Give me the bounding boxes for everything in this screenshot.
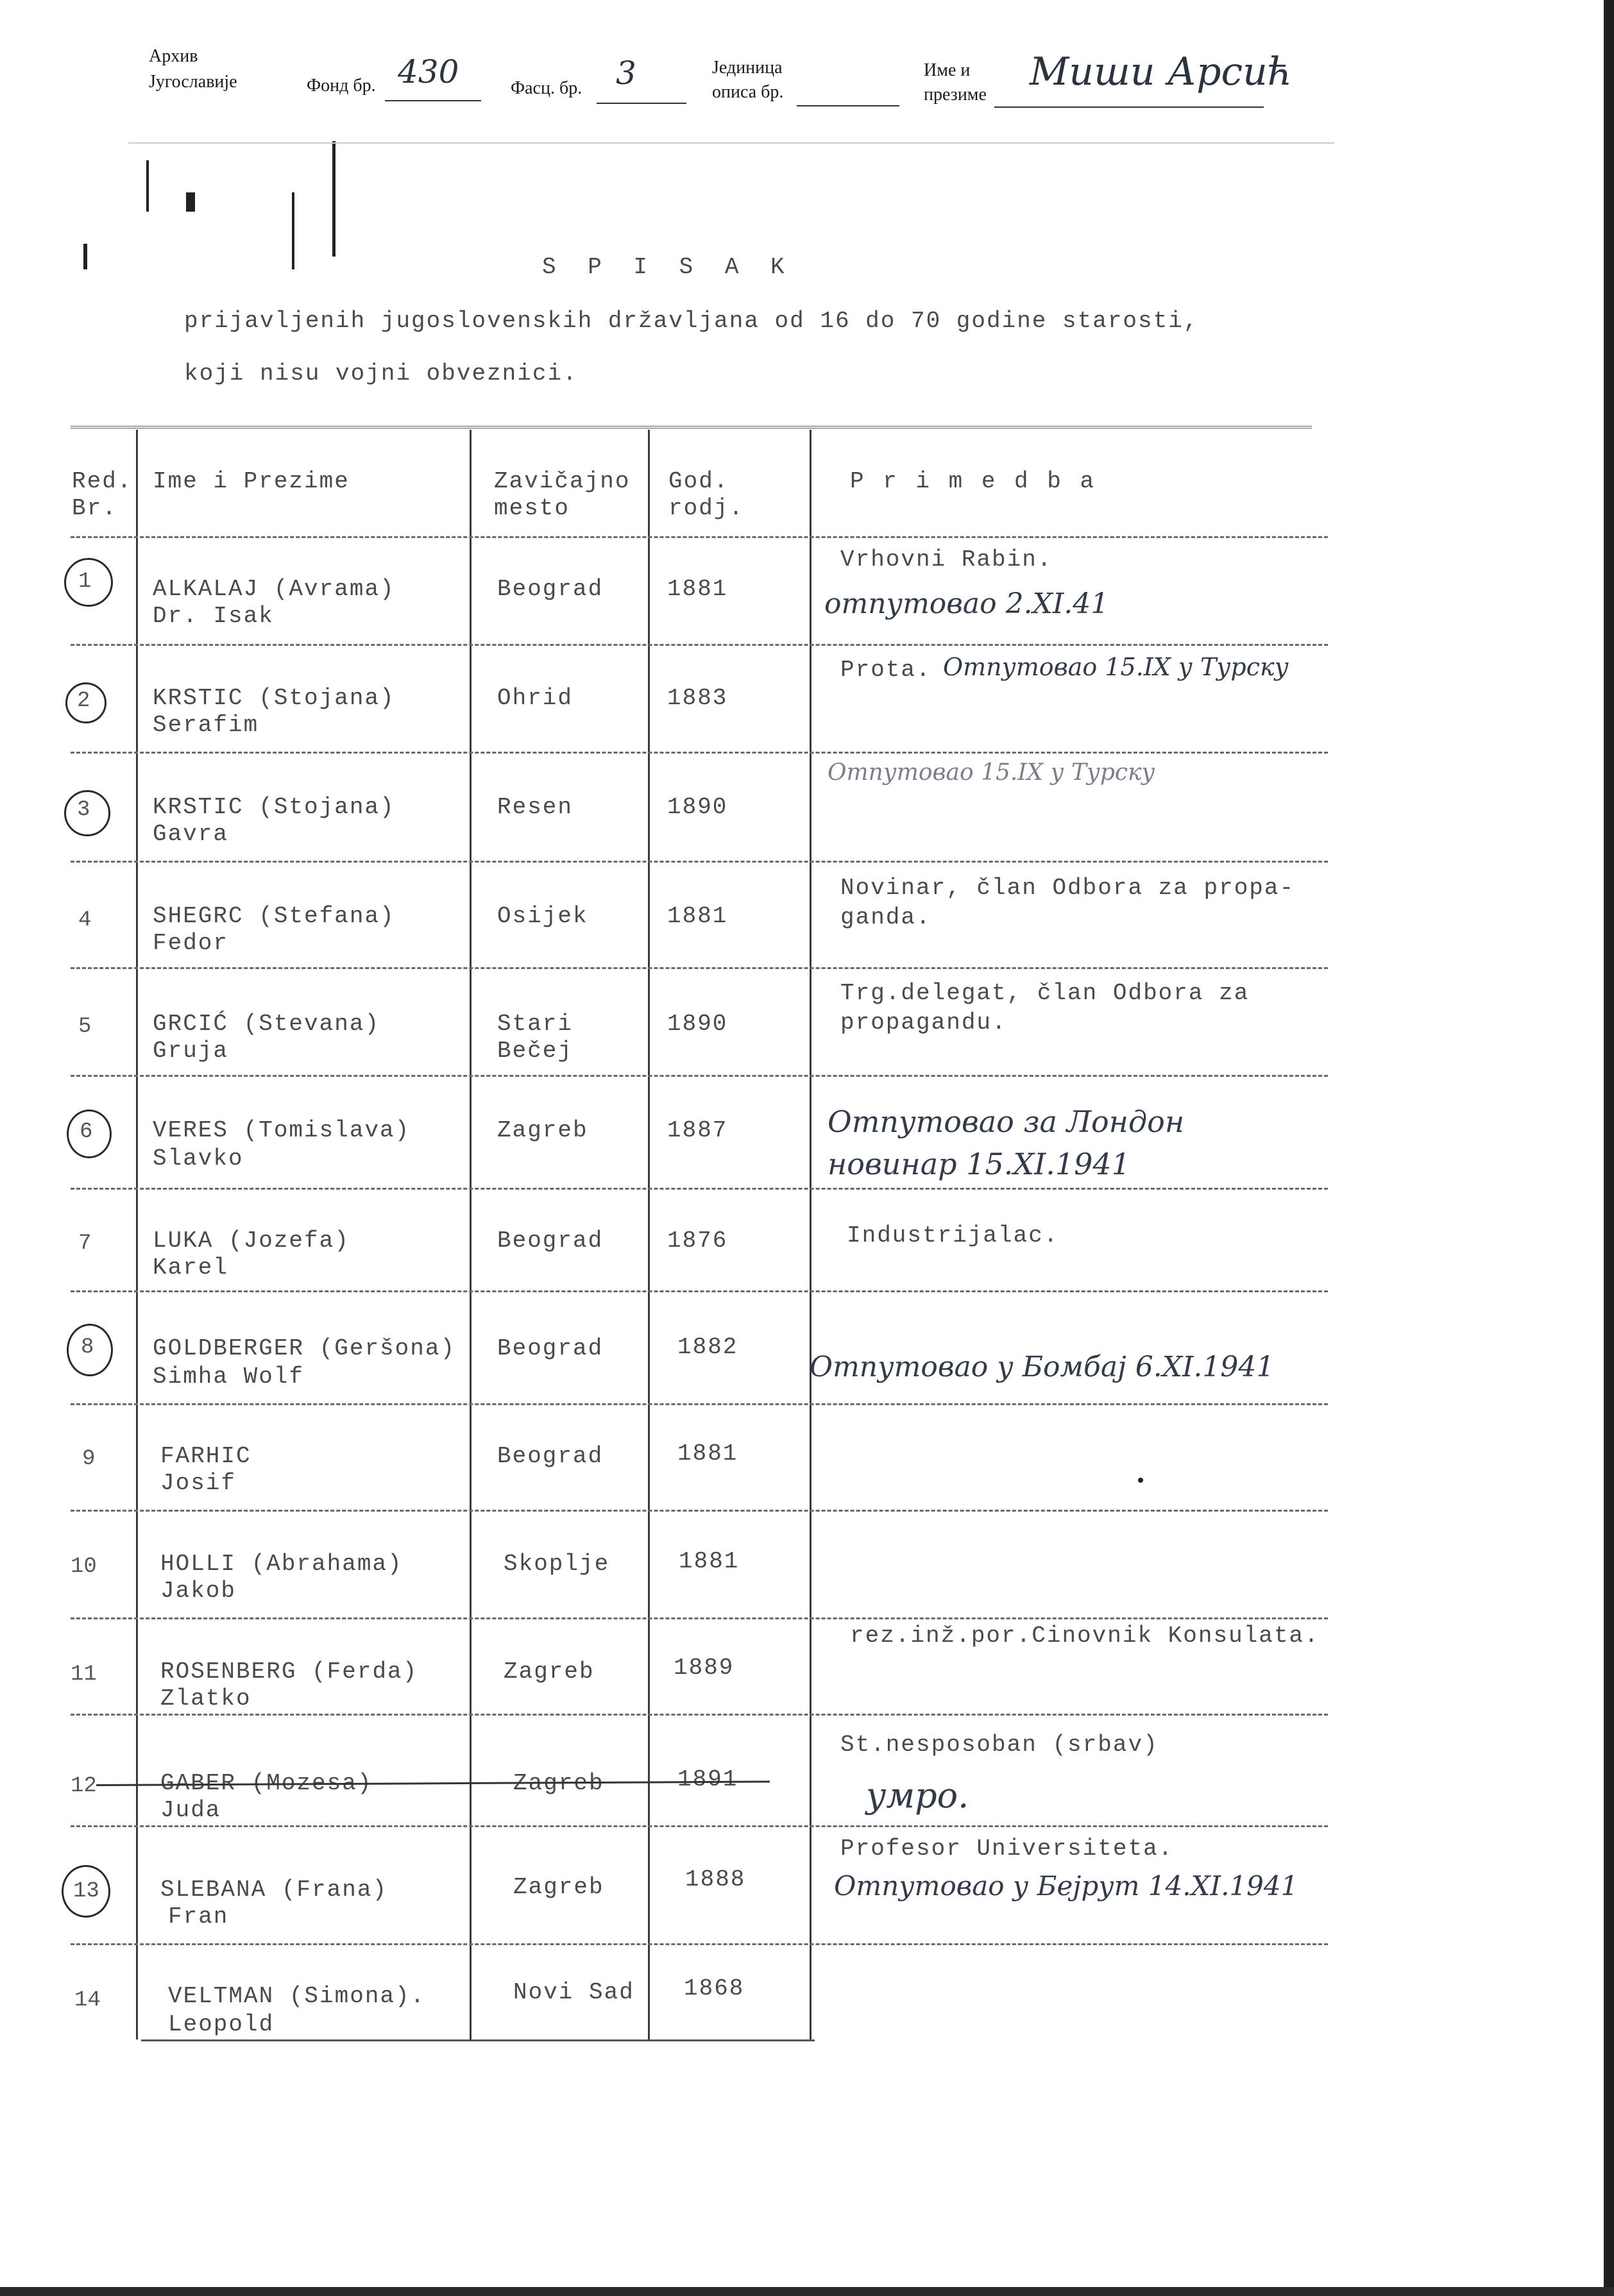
row-year: 1890 [667, 1011, 728, 1037]
col-header-place-2: mesto [494, 495, 570, 521]
row-number: 13 [73, 1879, 99, 1903]
row-number: 9 [82, 1447, 96, 1471]
row-place: Zagreb [513, 1770, 604, 1796]
col-header-br: Br. [72, 495, 117, 521]
document-title: S P I S A K [542, 254, 794, 280]
row-given-name: Gavra [153, 821, 229, 847]
row-given-name: Dr. Isak [153, 603, 274, 629]
document-subtitle-line2: koji nisu vojni obveznici. [184, 360, 578, 387]
row-given-name: Juda [160, 1797, 221, 1823]
row-note-handwritten: Отпутовао 15.IX у Турску [828, 759, 1155, 786]
row-year: 1891 [677, 1766, 738, 1793]
col-header-year-2: rodj. [668, 495, 745, 521]
fond-value: 430 [398, 53, 459, 90]
row-place: Stari Bečej [497, 1011, 573, 1064]
row-name: VELTMAN (Simona). [168, 1983, 426, 2009]
col-header-year-1: God. [668, 468, 729, 494]
name-value: Миши Арсић [1030, 49, 1293, 94]
row-place: Beograd [497, 1228, 604, 1254]
ink-dot [1138, 1478, 1143, 1483]
row-note-typed: Trg.delegat, član Odbora za propagandu. [840, 980, 1250, 1036]
row-given-name: Josif [160, 1470, 237, 1496]
row-year: 1881 [679, 1548, 740, 1574]
row-note-typed: Vrhovni Rabin. [840, 546, 1053, 573]
row-name: SHEGRC (Stefana) [153, 903, 395, 929]
row-given-name: Gruja [153, 1038, 229, 1064]
row-place: Novi Sad [513, 1979, 634, 2005]
row-number: 7 [78, 1231, 92, 1256]
row-given-name: Slavko [153, 1145, 244, 1172]
row-name: LUKA (Jozefa) [153, 1228, 350, 1254]
row-year: 1881 [667, 576, 728, 602]
unit-label-line1: Јединица [712, 58, 783, 78]
row-place: Zagreb [497, 1117, 588, 1144]
row-place: Zagreb [504, 1659, 595, 1685]
scan-mark [332, 141, 336, 257]
row-name: HOLLI (Abrahama) [160, 1551, 403, 1577]
row-place: Resen [497, 794, 573, 820]
row-number: 2 [77, 689, 90, 713]
row-given-name: Simha Wolf [153, 1363, 305, 1390]
row-note-typed: Prota. [840, 657, 931, 683]
row-note-handwritten: отпутовао 2.XI.41 [824, 587, 1109, 620]
row-note-handwritten: Отпутовао у Бејрут 14.XI.1941 [834, 1870, 1298, 1902]
row-note-typed: Profesor Universiteta. [840, 1836, 1174, 1862]
row-name: VERES (Tomislava) [153, 1117, 411, 1144]
col-header-name: Ime i Prezime [153, 468, 350, 494]
row-given-name: Serafim [153, 712, 259, 738]
row-number: 11 [71, 1662, 97, 1687]
row-number: 12 [71, 1774, 97, 1798]
row-number: 6 [80, 1120, 93, 1144]
row-year: 1881 [667, 903, 728, 929]
row-place: Ohrid [497, 685, 573, 711]
row-name: KRSTIC (Stojana) [153, 794, 395, 820]
row-note-handwritten: Отпутовао за Лондон новинар 15.XI.1941 [828, 1104, 1185, 1181]
scan-mark [83, 244, 87, 269]
row-year: 1881 [677, 1440, 738, 1467]
archive-label-line2: Југославије [149, 72, 237, 92]
scan-mark [146, 160, 149, 212]
row-number: 5 [78, 1015, 92, 1039]
row-number: 8 [81, 1335, 94, 1360]
row-note-handwritten: умро. [866, 1775, 969, 1816]
row-number: 1 [78, 570, 92, 594]
row-year: 1882 [677, 1334, 738, 1360]
row-given-name: Zlatko [160, 1685, 251, 1712]
row-note-typed: St.nesposoban (srbav) [840, 1732, 1159, 1758]
row-name: FARHIC [160, 1443, 251, 1469]
row-place: Beograd [497, 576, 604, 602]
row-year: 1883 [667, 685, 728, 711]
row-note-handwritten: Отпутовао у Бомбај 6.XI.1941 [810, 1351, 1275, 1383]
row-year: 1887 [667, 1117, 728, 1144]
row-name: ALKALAJ (Avrama) [153, 576, 395, 602]
row-given-name: Leopold [168, 2011, 275, 2038]
row-number: 3 [77, 798, 90, 822]
col-header-notes: P r i m e d b a [850, 468, 1097, 494]
row-year: 1868 [684, 1975, 745, 2002]
row-note-typed: Novinar, član Odbora za propa- ganda. [840, 875, 1295, 931]
row-name: GRCIĆ (Stevana) [153, 1011, 380, 1037]
scan-mark [292, 192, 294, 269]
fond-label: Фонд бр. [307, 76, 376, 96]
col-header-place-1: Zavičajno [494, 468, 631, 494]
name-label-line2: презиме [924, 85, 987, 105]
name-label-line1: Име и [924, 60, 971, 80]
row-name: KRSTIC (Stojana) [153, 685, 395, 711]
row-year: 1890 [667, 794, 728, 820]
row-name: GOLDBERGER (Geršona) [153, 1335, 456, 1362]
row-given-name: Karel [153, 1254, 229, 1281]
row-place: Osijek [497, 903, 588, 929]
row-name: SLEBANA (Frana) [160, 1877, 388, 1903]
row-place: Beograd [497, 1443, 604, 1469]
row-given-name: Fedor [153, 930, 229, 956]
row-name: ROSENBERG (Ferda) [160, 1659, 418, 1685]
row-note-typed: rez.inž.por.Cinovnik Konsulata. [850, 1623, 1320, 1649]
row-note-typed: Industrijalac. [847, 1222, 1059, 1249]
row-place: Zagreb [513, 1874, 604, 1900]
unit-label-line2: описа бр. [712, 82, 784, 102]
row-number: 14 [74, 1988, 101, 2013]
archive-label-line1: Архив [149, 46, 198, 66]
fasc-value: 3 [616, 55, 636, 92]
col-header-red: Red. [72, 468, 133, 494]
row-year: 1876 [667, 1228, 728, 1254]
row-place: Beograd [497, 1335, 604, 1362]
row-number: 10 [71, 1555, 97, 1579]
row-place: Skoplje [504, 1551, 610, 1577]
scan-mark [186, 192, 195, 212]
row-note-handwritten: Отпутовао 15.IX у Турску [943, 653, 1289, 681]
row-year: 1888 [685, 1866, 746, 1893]
row-year: 1889 [674, 1655, 735, 1681]
row-given-name: Jakob [160, 1578, 237, 1604]
row-name: GABER (Mozesa) [160, 1770, 373, 1796]
document-subtitle-line1: prijavljenih jugoslovenskih državljana od 16 do 70 godine starosti, [184, 308, 1199, 334]
fasc-label: Фасц. бр. [511, 78, 582, 98]
row-given-name: Fran [168, 1903, 229, 1930]
row-number: 4 [78, 908, 92, 933]
